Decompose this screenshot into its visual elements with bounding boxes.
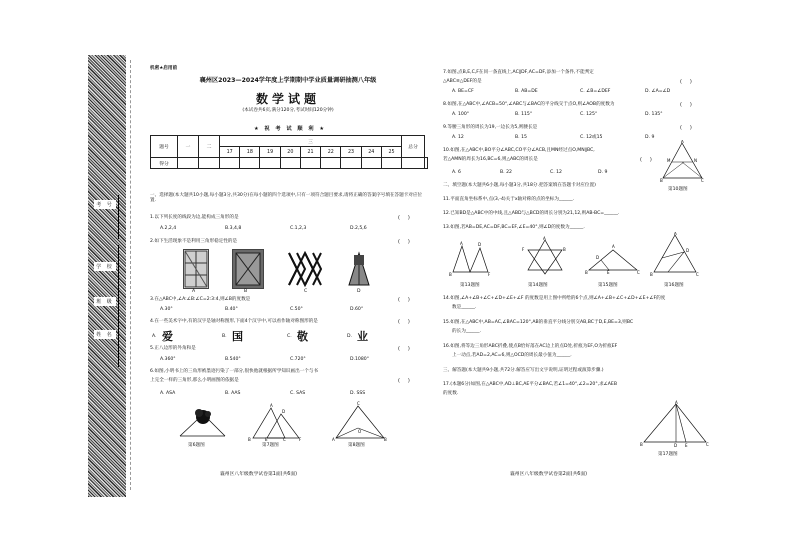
fig-8-caption: 第8题图 [348,443,365,448]
svg-text:O: O [358,429,362,434]
score-cell [341,158,361,169]
q8-option-c: C. 125° [580,112,598,117]
question-15-line2: 的长为______. [452,329,482,334]
q7-option-c: C. ∠B=∠DEF [580,89,611,94]
q1-option-d: D.2,5,6 [350,226,367,231]
q2-label-a: A [192,289,196,294]
svg-text:C: C [701,178,704,183]
score-q-num: 24 [361,147,381,158]
score-header-3: 三 [220,136,402,147]
page-footer-left: 襄州区八年级数学试卷第1面(共6面) [220,472,298,477]
q2-label-b: B [244,289,248,294]
question-11: 11.平面直角坐标系中,点(3,-4)关于x轴对称的点的坐标为______. [443,197,575,202]
score-q-num: 20 [280,147,300,158]
q4-char-d: 业 [357,330,368,343]
fig-10-triangle [660,140,705,185]
fig-14-caption: 第14题图 [528,283,548,288]
question-15-line1: 15.如图,在△ABC中,AB=AC,∠BAC=120°,AB的垂直平分线分别交AB,BC于D,E,BE=3,则BC [443,320,634,325]
svg-text:B: B [585,270,588,275]
answer-paren: ( ) [398,239,410,245]
svg-text:D: D [596,255,600,260]
svg-text:A: A [675,400,678,405]
q1-option-c: C.1,2,3 [290,226,307,231]
q2-gate-image [232,249,264,289]
svg-text:B: B [650,272,653,277]
q9-option-a: A. 12 [452,135,464,140]
question-9: 9.等腰三角形的周长为19,一边长为5,则腰长是 [443,125,538,130]
answer-paren: ( ) [398,378,410,384]
question-8: 8.如图,在△ABC中,∠ACB=50°,∠ABC与∠BAC的平分线交于点O,则∠AOB的度数为 [443,102,615,107]
q6-option-a: A. ASA [160,391,176,396]
q2-expandable-gate-image [287,251,325,287]
q5-option-c: C.720° [290,357,306,362]
q4-label-d: D. [347,334,352,339]
answer-paren: ( ) [398,297,410,303]
q6-option-b: B. AAS [225,391,241,396]
svg-text:B: B [563,247,566,252]
q10-option-a: A. 6 [452,170,461,175]
q7-option-a: A. BE=CF [452,89,474,94]
q9-option-b: B. 15 [515,135,527,140]
fig-17-caption: 第17题图 [658,452,678,457]
fig-7-caption: 第7题图 [262,443,279,448]
svg-text:D: D [478,242,482,247]
question-14-line1: 14.如图,∠A+∠B+∠C+∠D+∠E+∠F 的度数是用上图中所给的6个点,则∠A+∠B+∠C+∠D+∠E+∠F的度 [443,296,666,301]
fig-13-caption: 第13题图 [460,283,480,288]
q8-option-a: A. 100° [452,112,470,117]
q10-option-c: C. 12 [550,170,562,175]
binding-label-name: 姓 名 [94,330,116,339]
svg-text:F: F [488,272,491,276]
page-footer-right: 襄州区八年级数学试卷第2面(共6面) [510,472,588,477]
score-q-num: 19 [260,147,280,158]
question-3: 3.在△ABC中,∠A:∠B:∠C=2:3:4,则∠B的度数是 [150,297,251,302]
score-cell [425,158,428,169]
q3-option-a: A.30° [160,307,173,312]
exam-banner: ★ 祝 考 试 顺 利 ★ [253,126,327,132]
svg-text:F: F [522,247,525,252]
q9-option-d: D. 9 [645,135,655,140]
question-10-line2: 若△AMN的周长为16,BC=6,则△ABC的周长是 [443,157,538,162]
score-header-1: 一 [178,136,199,158]
q8-option-b: B. 115° [515,112,533,117]
svg-text:A: A [681,140,684,144]
answer-paren: ( ) [680,79,692,85]
score-table [150,135,428,169]
svg-text:B: B [660,178,663,183]
q4-char-a: 爱 [162,330,173,343]
svg-text:C: C [357,401,360,406]
fig-10-caption: 第10题图 [668,187,688,192]
svg-text:M: M [667,158,671,163]
score-header-total: 总分 [402,136,425,158]
q3-option-d: D.60° [350,307,364,312]
score-cell [240,158,260,169]
fig-7-triangles [245,400,305,442]
svg-text:E: E [265,437,268,442]
fig-13-triangles [448,236,503,276]
section-3-heading: 三、解答题(本大题共9小题,共72分.解答应写出文字说明,证明过程或演算步骤.) [443,368,604,373]
svg-text:N: N [694,158,697,163]
score-cell [381,158,401,169]
svg-text:F: F [299,437,302,442]
svg-text:D: D [282,409,286,414]
svg-text:A: A [612,244,615,249]
binding-dash-line [130,60,131,490]
q5-option-a: A.360° [160,357,176,362]
q8-option-d: D. 135° [645,112,663,117]
fig-6-caption: 第6题图 [188,443,205,448]
svg-text:B: B [248,437,251,442]
fig-16-triangle [650,232,700,278]
fig-8-triangle [330,400,390,442]
svg-text:E: E [685,443,688,448]
q10-option-d: D. 9 [598,170,608,175]
svg-text:D: D [674,443,678,448]
question-7-line2: △ABC≌△DEF的是 [443,79,482,84]
question-12: 12.已知BD是△ABC中的中线,且△ABD与△BCD的周长分别为21,12,则AB-BC=______. [443,211,620,216]
score-row-label: 得分 [151,158,178,169]
answer-paren: ( ) [680,125,692,131]
q1-option-a: A.2,2,4 [160,226,177,231]
score-cell [321,158,341,169]
answer-paren: ( ) [640,157,652,163]
q7-option-d: D. ∠A=∠D [645,89,671,94]
q6-option-d: D. SSS [350,391,366,396]
question-14-line2: 数是______. [452,305,477,310]
fig-17-triangle [640,400,710,450]
q4-label-b: B. [222,334,227,339]
question-16-line2: 上一动点,若AD=2,AC=6,则△OCD的周长最小值为______. [452,353,572,358]
question-1: 1.以下列长度的线段为边,能构成三角形的是 [150,215,239,220]
question-4: 4.在一些美术字中,有的汉字是轴对称图形,下面4个汉字中,可以看作轴对称图形的是 [150,319,318,324]
score-q-num: 25 [381,147,401,158]
question-5: 5.正八边形的外角和是 [150,346,196,351]
q2-tripod-image [345,251,373,287]
q3-option-b: B.40° [225,307,238,312]
question-6-line2: 上完全一样的三角形,那么小明画图的依据是 [150,378,239,383]
q4-label-a: A. [152,334,157,339]
score-cell [178,158,199,169]
score-q-num: 18 [240,147,260,158]
exam-subject: 数学试题 [255,92,320,106]
svg-text:B: B [384,437,387,442]
score-cell [280,158,300,169]
answer-paren: ( ) [398,346,410,352]
score-q-num: 22 [321,147,341,158]
fig-14-star [520,236,570,276]
fig-15-caption: 第15题图 [598,283,618,288]
question-7-line1: 7.如图,点B,E,C,F在同一条直线上,AC∥DF,AC=DF,添加一个条件,不能判定 [443,70,594,75]
secret-tag: 机密★启用前 [150,66,178,71]
svg-text:C: C [637,270,640,275]
svg-text:D: D [686,248,690,253]
fig-6-ink-triangle [175,400,230,440]
q4-char-b: 国 [232,330,243,343]
question-2: 2.如下生活现象不是利用三角形稳定性的是 [150,239,238,244]
score-cell [220,158,240,169]
q2-label-c: C [304,289,308,294]
exam-title: 襄州区2023—2024学年度上学期期中学业质量调研抽测八年级 [199,77,377,84]
answer-paren: ( ) [398,319,410,325]
binding-label-school: 学 校 [94,262,116,271]
svg-text:B: B [449,272,452,276]
score-q-num: 23 [341,147,361,158]
svg-text:A: A [543,236,546,241]
exam-subtitle: (本试卷共6页,满分120分,考试时间120分钟) [242,108,334,113]
score-header-label: 题号 [151,136,178,158]
binding-line [118,195,122,239]
score-cell [300,158,320,169]
section-1-heading: 一、选择题(本大题共10小题,每小题3分,共30分)在每小题的四个选项中,只有一项符合题目要求,请将正确的答案序号填在答题卡对应位置. [150,193,423,204]
fig-15-triangle [585,236,640,276]
q3-option-c: C.50° [290,307,303,312]
svg-text:A: A [270,403,273,408]
q4-label-c: C. [287,334,292,339]
score-q-num: 21 [300,147,320,158]
question-16-line1: 16.如图,将等边三角形ABC折叠,使点B恰好落在AC边上的点D处,折痕为EF,O为折痕EF [443,344,618,349]
section-2-heading: 二、填空题(本大题共6小题,每小题3分,共18分.把答案填在答题卡对应位置) [443,183,596,188]
svg-text:C: C [283,437,286,442]
q2-window-frame-image [183,249,209,289]
question-17-line1: 17.(本题6分)如图,在△ABC中,AD⊥BC,AE平分∠BAC,若∠1=40°,∠2=20°,求∠AEB [443,382,617,387]
binding-line [118,323,122,367]
score-cell [260,158,280,169]
score-cell [199,158,220,169]
svg-text:C: C [696,272,699,277]
binding-label-id: 考 号 [94,200,116,209]
q2-label-d: D [357,289,361,294]
score-cell [361,158,381,169]
q10-option-b: B. 22 [500,170,512,175]
score-cell [402,158,425,169]
answer-paren: ( ) [680,102,692,108]
svg-text:A: A [460,241,463,246]
q9-option-c: C. 12或15 [580,135,603,140]
q7-option-b: B. AB=DE [515,89,538,94]
svg-text:C: C [706,442,709,447]
fig-16-caption: 第16题图 [664,283,684,288]
question-13: 13.如图,若AB=DE,AC=DF,BC=EF,∠E=40°,则∠D的度数为______. [443,225,585,230]
q5-option-d: D.1080° [350,357,369,362]
question-6-line1: 6.如图,小明书上的三角形被墨迹污染了一部分,很快他就根据所学知识画出一个与书 [150,369,319,374]
svg-text:A: A [674,232,677,236]
q5-option-b: B.540° [225,357,241,362]
svg-text:A: A [332,437,335,442]
score-header-2: 二 [199,136,220,158]
binding-label-class: 班 级 [94,297,116,306]
svg-text:E: E [607,270,610,275]
q1-option-b: B.3,4,8 [225,226,242,231]
svg-text:B: B [640,442,643,447]
question-17-line2: 的度数. [443,391,459,396]
question-10-line1: 10.如图,在△ABC中,BO平分∠ABC,CO平分∠ACB,且MN经过点O,MN∥BC, [443,148,595,153]
binding-line [118,245,122,289]
q4-char-c: 敬 [297,330,308,343]
answer-paren: ( ) [398,215,410,221]
score-q-num: 17 [220,147,240,158]
q6-option-c: C. SAS [290,391,306,396]
